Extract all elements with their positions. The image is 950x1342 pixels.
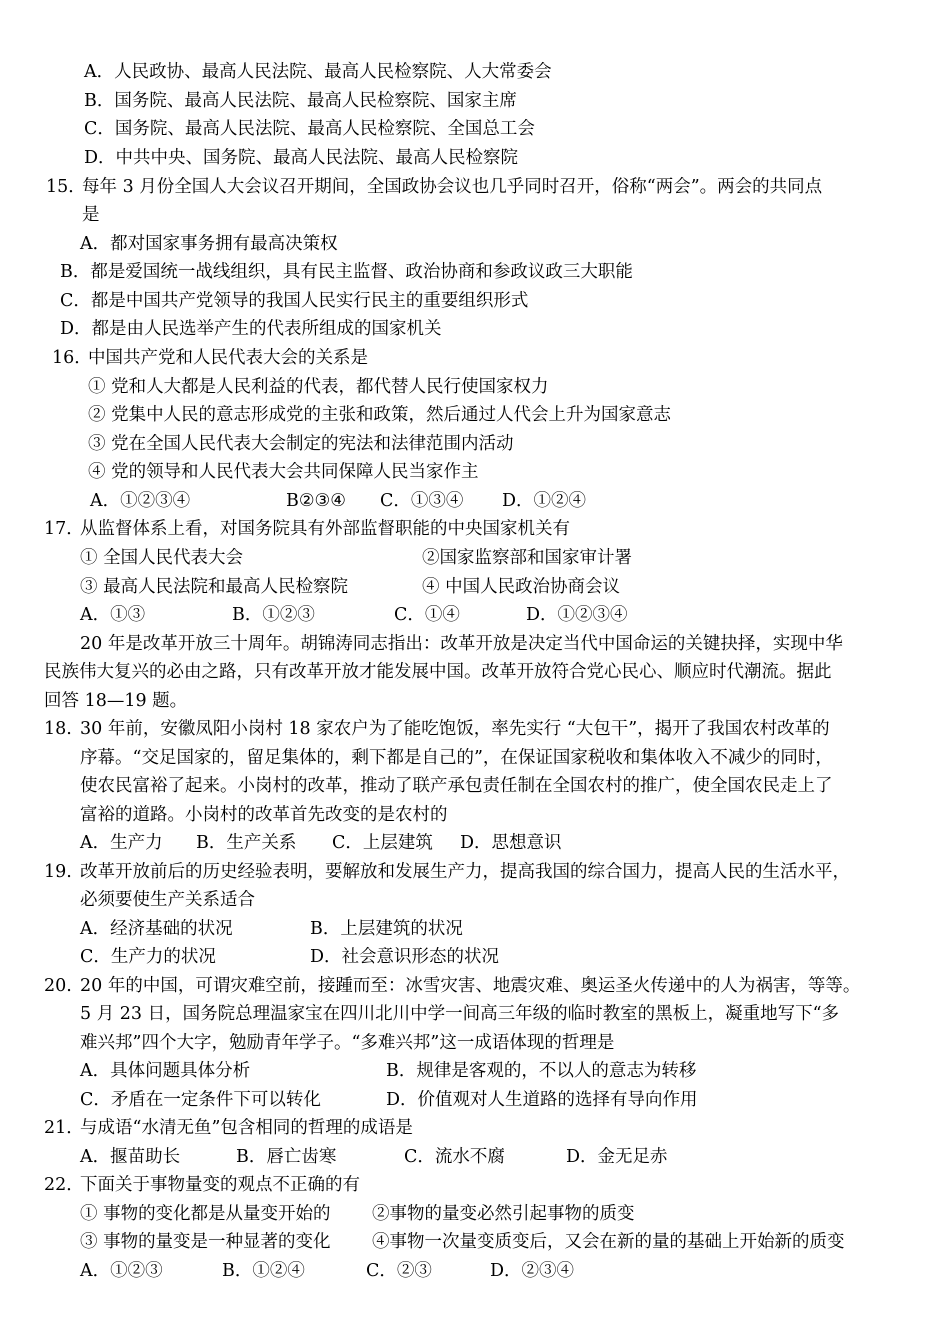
q16-stem: 中国共产党和人民代表大会的关系是 <box>88 348 368 368</box>
q19-number: 19. <box>44 862 72 882</box>
q20-number: 20. <box>44 976 72 996</box>
q17-option-b: B．①②③ <box>232 605 315 625</box>
passage-line-3: 回答 18—19 题。 <box>44 691 188 711</box>
q18-line-4: 富裕的道路。小岗村的改革首先改变的是农村的 <box>80 805 448 825</box>
q19-option-d: D．社会意识形态的状况 <box>310 947 500 967</box>
q17-option-c: C．①④ <box>394 605 460 625</box>
q16-item-1: ① 党和人大都是人民利益的代表，都代替人民行使国家权力 <box>88 377 549 397</box>
q20-option-a: A．具体问题具体分析 <box>80 1061 251 1081</box>
q21-option-b: B．唇亡齿寒 <box>236 1147 337 1167</box>
q16-option-c: C．①③④ <box>380 491 464 511</box>
q15-option-b: B．都是爱国统一战线组织，具有民主监督、政治协商和参政议政三大职能 <box>60 262 633 282</box>
q16-item-3: ③ 党在全国人民代表大会制定的宪法和法律范围内活动 <box>88 434 514 454</box>
q15-option-d: D．都是由人民选举产生的代表所组成的国家机关 <box>60 319 442 339</box>
q17-item-2: ②国家监察部和国家审计署 <box>422 548 632 568</box>
q17-stem: 从监督体系上看，对国务院具有外部监督职能的中央国家机关有 <box>80 519 570 539</box>
q16-item-4: ④ 党的领导和人民代表大会共同保障人民当家作主 <box>88 462 479 482</box>
q20-line-2: 5 月 23 日，国务院总理温家宝在四川北川中学一间高三年级的临时教室的黑板上，凝重地写下“多 <box>80 1004 840 1024</box>
q22-item-4: ④事物一次量变质变后，又会在新的量的基础上开始新的质变 <box>372 1232 845 1252</box>
q19-option-a: A．经济基础的状况 <box>80 919 233 939</box>
q15-stem-cont: 是 <box>82 205 100 225</box>
q15-option-c: C．都是中国共产党领导的我国人民实行民主的重要组织形式 <box>60 291 529 311</box>
q16-option-d: D．①②④ <box>502 491 587 511</box>
q22-option-a: A．①②③ <box>80 1261 163 1281</box>
q17-item-1: ① 全国人民代表大会 <box>80 548 244 568</box>
q16-number: 16． <box>52 348 92 368</box>
q17-option-d: D．①②③④ <box>526 605 628 625</box>
q22-item-1: ① 事物的变化都是从量变开始的 <box>80 1204 331 1224</box>
q17-item-4: ④ 中国人民政治协商会议 <box>422 577 621 597</box>
q21-option-c: C．流水不腐 <box>404 1147 505 1167</box>
q20-line-1: 20 年的中国，可谓灾难空前，接踵而至：冰雪灾害、地震灾难、奥运圣火传递中的人为祸害，等等。 <box>80 976 861 996</box>
q20-option-b: B．规律是客观的，不以人的意志为转移 <box>386 1061 697 1081</box>
q18-option-a: A．生产力 <box>80 833 163 853</box>
q14-option-a: A．人民政协、最高人民法院、最高人民检察院、人大常委会 <box>84 62 552 82</box>
q17-number: 17． <box>44 519 84 539</box>
q15-number: 15． <box>46 177 86 197</box>
q20-line-3: 难兴邦”四个大字，勉励青年学子。“多难兴邦”这一成语体现的哲理是 <box>80 1033 615 1053</box>
q18-number: 18. <box>44 719 72 739</box>
q15-stem: 每年 3 月份全国人大会议召开期间，全国政协会议也几乎同时召开，俗称“两会”。两会的共同点 <box>82 177 823 197</box>
q16-option-b: B②③④ <box>286 491 346 511</box>
q17-option-a: A．①③ <box>80 605 146 625</box>
q22-option-c: C．②③ <box>366 1261 432 1281</box>
q22-number: 22． <box>44 1175 84 1195</box>
q18-option-c: C．上层建筑 <box>332 833 433 853</box>
q19-stem-cont: 必须要使生产关系适合 <box>80 890 255 910</box>
q14-option-b: B．国务院、最高人民法院、最高人民检察院、国家主席 <box>84 91 517 111</box>
q18-option-b: B．生产关系 <box>196 833 297 853</box>
q21-option-d: D．金无足赤 <box>566 1147 668 1167</box>
q20-option-c: C．矛盾在一定条件下可以转化 <box>80 1090 321 1110</box>
q19-stem: 改革开放前后的历史经验表明，要解放和发展生产力，提高我国的综合国力，提高人民的生活水平， <box>80 862 850 882</box>
q18-line-2: 序幕。“交足国家的，留足集体的，剩下都是自己的”，在保证国家税收和集体收入不减少的同时， <box>80 748 833 768</box>
q15-option-a: A．都对国家事务拥有最高决策权 <box>80 234 338 254</box>
q22-stem: 下面关于事物量变的观点不正确的有 <box>80 1175 360 1195</box>
q22-option-d: D．②③④ <box>490 1261 575 1281</box>
q22-item-2: ②事物的量变必然引起事物的质变 <box>372 1204 635 1224</box>
q22-option-b: B．①②④ <box>222 1261 305 1281</box>
passage-line-1: 20 年是改革开放三十周年。胡锦涛同志指出：改革开放是决定当代中国命运的关键抉择，实现中华 <box>80 634 843 654</box>
q21-number: 21． <box>44 1118 84 1138</box>
q21-stem: 与成语“水清无鱼”包含相同的哲理的成语是 <box>80 1118 413 1138</box>
passage-line-2: 民族伟大复兴的必由之路，只有改革开放才能发展中国。改革开放符合党心民心、顺应时代潮流。据此 <box>44 662 832 682</box>
q19-option-c: C．生产力的状况 <box>80 947 216 967</box>
q16-item-2: ② 党集中人民的意志形成党的主张和政策，然后通过人代会上升为国家意志 <box>88 405 672 425</box>
q16-option-a: A．①②③④ <box>90 491 191 511</box>
q17-item-3: ③ 最高人民法院和最高人民检察院 <box>80 577 349 597</box>
q14-option-d: D．中共中央、国务院、最高人民法院、最高人民检察院 <box>84 148 519 168</box>
q18-option-d: D．思想意识 <box>460 833 562 853</box>
q19-option-b: B．上层建筑的状况 <box>310 919 463 939</box>
q18-line-3: 使农民富裕了起来。小岗村的改革，推动了联产承包责任制在全国农村的推广，使全国农民走上了 <box>80 776 833 796</box>
q18-line-1: 30 年前，安徽凤阳小岗村 18 家农户为了能吃饱饭，率先实行 “大包干”，揭开了我国农村改革的 <box>80 719 830 739</box>
q22-item-3: ③ 事物的量变是一种显著的变化 <box>80 1232 331 1252</box>
q20-option-d: D．价值观对人生道路的选择有导向作用 <box>386 1090 698 1110</box>
q14-option-c: C．国务院、最高人民法院、最高人民检察院、全国总工会 <box>84 119 535 139</box>
q21-option-a: A．揠苗助长 <box>80 1147 181 1167</box>
